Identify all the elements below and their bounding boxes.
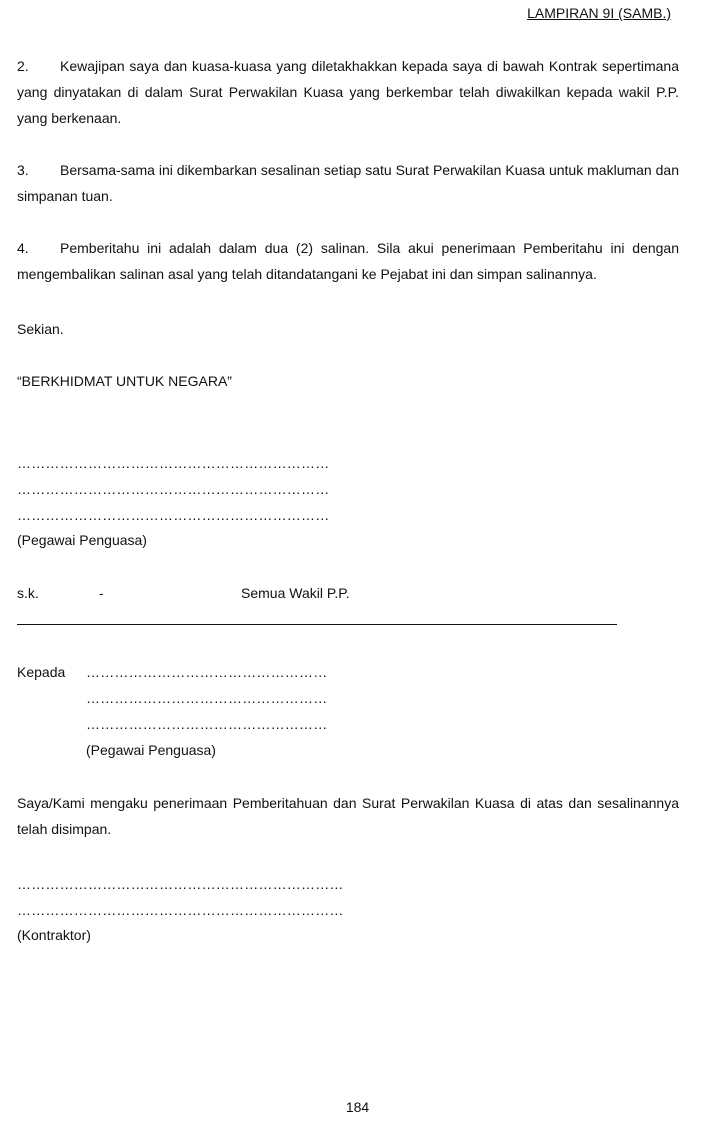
address-line: …………………………………………… [86, 716, 328, 732]
signature-line: ………………………………………………………… [17, 481, 330, 497]
paragraph-number: 4. [17, 240, 29, 256]
signature-line: ………………………………………………………… [17, 507, 330, 523]
paragraph-text: Pemberitahu ini adalah dalam dua (2) salinan. Sila akui penerimaan Pemberitahu ini dengan mengembalikan salinan asal yang telah ditandatangani ke Pejabat ini dan simpan salinannya. [17, 240, 679, 282]
signature-line: …………………………………………………………… [17, 902, 344, 918]
page-number: 184 [345, 1099, 370, 1115]
signature-line: ………………………………………………………… [17, 455, 330, 471]
paragraph-4 [17, 235, 679, 287]
address-line: …………………………………………… [86, 690, 328, 706]
closing-sekian: Sekian. [17, 321, 64, 337]
paragraph-number: 3. [17, 162, 29, 178]
officer-label: (Pegawai Penguasa) [17, 532, 147, 548]
separator-rule [17, 624, 617, 625]
kepada-label: Kepada [17, 664, 66, 680]
contractor-label: (Kontraktor) [17, 927, 91, 943]
address-line: …………………………………………… [86, 664, 328, 680]
cc-recipient: Semua Wakil P.P. [241, 585, 350, 601]
paragraph-text: Bersama-sama ini dikembarkan sesalinan setiap satu Surat Perwakilan Kuasa untuk makluman dan simpanan tuan. [17, 162, 679, 204]
cc-label: s.k. [17, 585, 39, 601]
motto: “BERKHIDMAT UNTUK NEGARA” [17, 373, 232, 389]
paragraph-number: 2. [17, 58, 29, 74]
paragraph-text: Kewajipan saya dan kuasa-kuasa yang diletakhakkan kepada saya di bawah Kontrak sepertimana yang dinyatakan di dalam Surat Perwakilan Kuasa yang berkembar telah diwakilkan kepada wakil P.P. yang berkenaan. [17, 58, 679, 126]
signature-line: …………………………………………………………… [17, 876, 344, 892]
appendix-reference: LAMPIRAN 9I (SAMB.) [527, 5, 671, 21]
paragraph-2 [17, 53, 679, 131]
paragraph-3 [17, 157, 679, 209]
recipient-label: (Pegawai Penguasa) [86, 742, 216, 758]
cc-dash: - [99, 585, 104, 601]
acknowledgement-statement: Saya/Kami mengaku penerimaan Pemberitahuan dan Surat Perwakilan Kuasa di atas dan sesalinannya telah disimpan. [17, 795, 679, 837]
